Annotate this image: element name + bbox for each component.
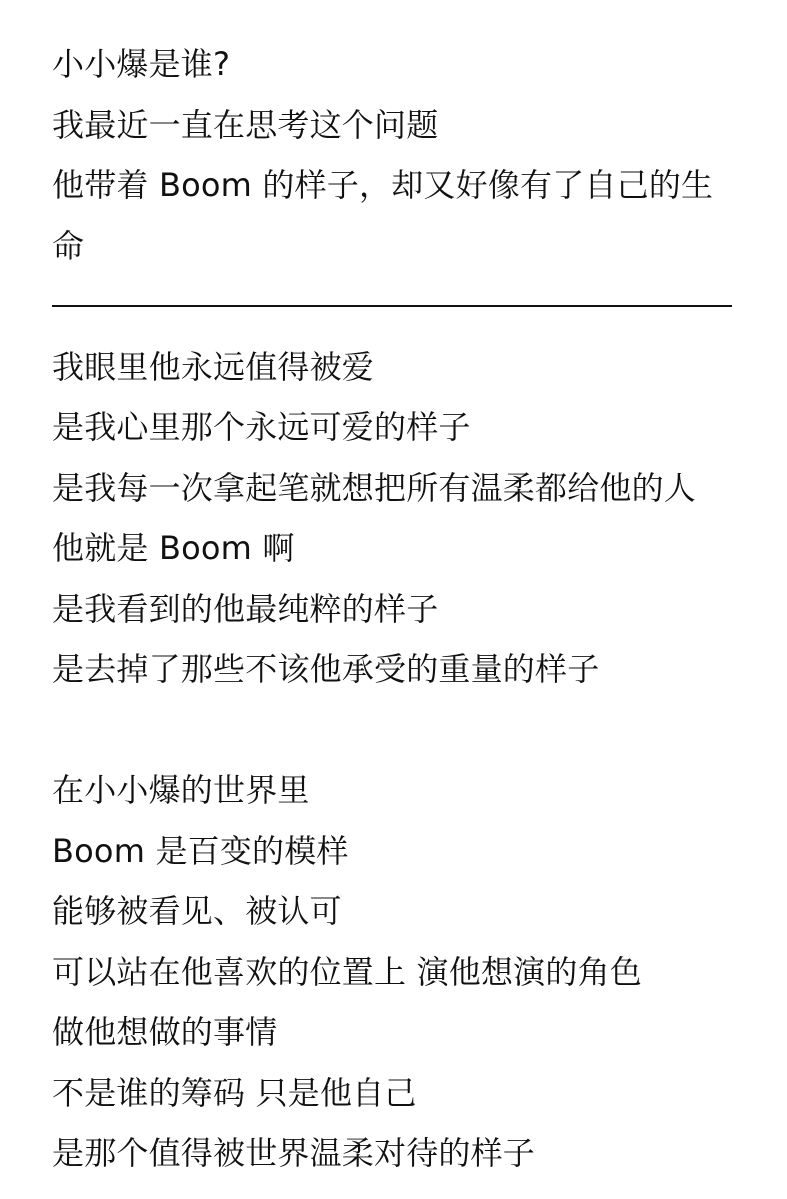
text-line: 可以站在他喜欢的位置上 演他想演的角色 xyxy=(52,952,642,991)
text-line: 是我看到的他最纯粹的样子 xyxy=(52,589,439,628)
blank-line xyxy=(52,700,752,761)
text-line: 是去掉了那些不该他承受的重量的样子 xyxy=(52,650,600,688)
note-text-body xyxy=(52,34,752,1184)
text-line: 是那个值得被世界温柔对待的样子 xyxy=(52,1134,536,1172)
text-line: 能够被看见、被认可 xyxy=(52,892,342,930)
divider-line xyxy=(52,276,752,337)
divider-rule xyxy=(52,305,732,307)
text-line: 不是谁的筹码 只是他自己 xyxy=(52,1073,417,1112)
text-line: 我最近一直在思考这个问题 xyxy=(52,105,439,144)
text-line: 他就是 Boom 啊 xyxy=(52,529,295,567)
text-line: 他带着 Boom 的样子，却又好像有了自己的生 xyxy=(52,166,714,204)
text-line: 小小爆是谁? xyxy=(52,45,231,83)
text-line: 命 xyxy=(52,226,85,265)
text-line: 做他想做的事情 xyxy=(52,1013,278,1051)
text-line: 我眼里他永远值得被爱 xyxy=(52,347,375,386)
text-line: 在小小爆的世界里 xyxy=(52,771,310,809)
text-line: Boom 是百变的模样 xyxy=(52,831,349,870)
text-line: 是我每一次拿起笔就想把所有温柔都给他的人 xyxy=(52,468,697,507)
text-line: 是我心里那个永远可爱的样子 xyxy=(52,408,471,446)
